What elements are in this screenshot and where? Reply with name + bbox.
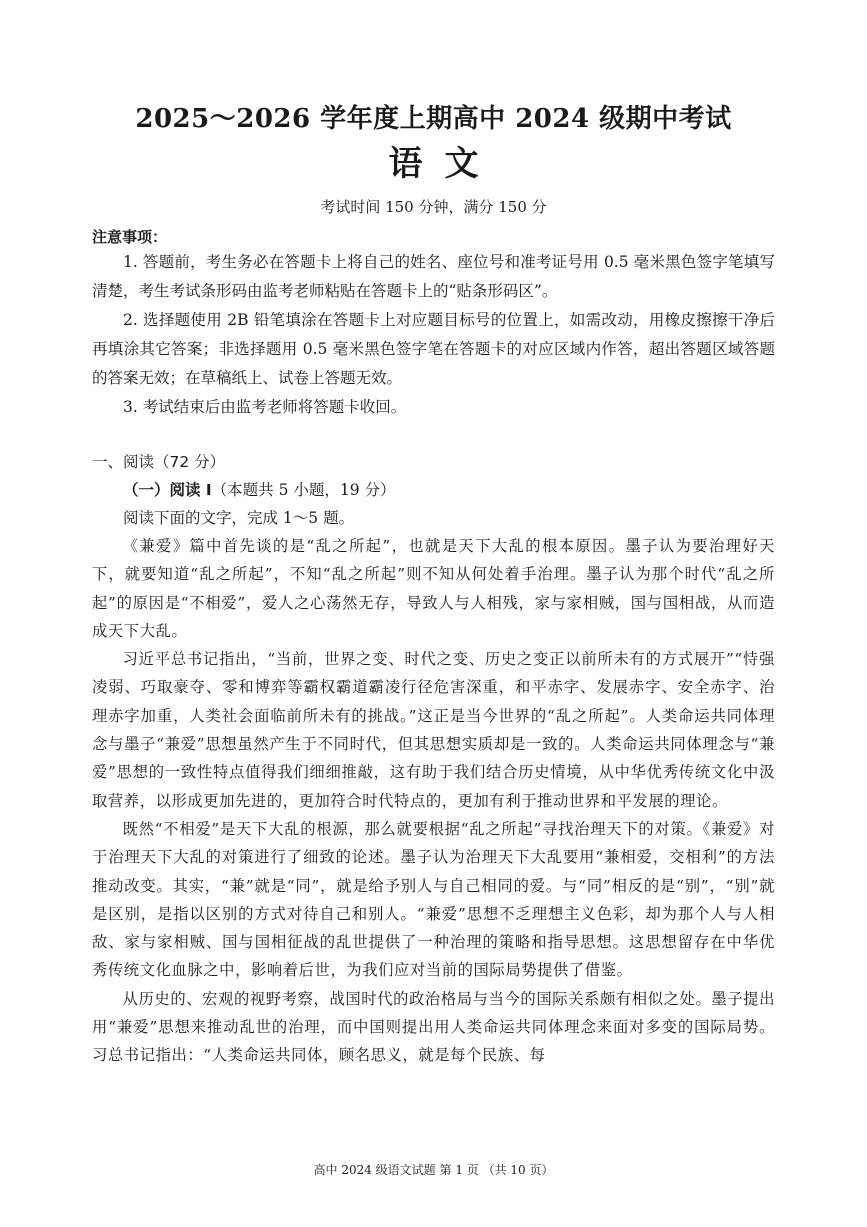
notes-item: 1. 答题前，考生务必在答题卡上将自己的姓名、座位号和准考证号用 0.5 毫米黑色签字笔填写清楚，考生考试条形码由监考老师粘贴在答题卡上的“贴条形码区”。 [92, 253, 775, 300]
passage-paragraph: 习近平总书记指出，“当前，世界之变、时代之变、历史之变正以前所未有的方式展开”“恃强凌弱、巧取豪夺、零和博弈等霸权霸道霸凌行径危害深重，和平赤字、发展赤字、安全赤字、治理赤字加重，人类社会面临前所未有的挑战。”这正是当今世界的“乱之所起”。人类命运共同体理念与墨子“兼爱”思想虽然产生于不同时代，但其思想实质却是一致的。人类命运共同体理念与“兼爱”思想的一致性特点值得我们细细推敲，这有助于我们结合历史情境，从中华优秀传统文化中汲取营养，以形成更加先进的，更加符合时代特点的，更加有利于推动世界和平发展的理论。 [92, 650, 775, 810]
passage-paragraph: 从历史的、宏观的视野考察，战国时代的政治格局与当今的国际关系颇有相似之处。墨子提出用“兼爱”思想来推动乱世的治理，而中国则提出用人类命运共同体理念来面对多变的国际局势。习总书记指出：“人类命运共同体，顾名思义，就是每个民族、每 [92, 989, 775, 1065]
notes-item: 3. 考试结束后由监考老师将答题卡收回。 [123, 398, 407, 416]
subsection-heading [92, 476, 775, 504]
notes-heading: 注意事项： [92, 228, 168, 246]
reading-passage [92, 532, 775, 1070]
notes-item: 2. 选择题使用 2B 铅笔填涂在答题卡上对应题目标号的位置上，如需改动，用橡皮擦擦干净后再填涂其它答案；非选择题用 0.5 毫米黑色签字笔在答题卡的对应区域内作答，超出答题区域答题的答案无效；在草稿纸上、试卷上答题无效。 [92, 311, 775, 387]
subject-title: 语文 [388, 144, 501, 184]
exam-info: 考试时间 150 分钟，满分 150 分 [320, 198, 547, 216]
subsection-detail: （本题共 5 小题，19 分） [211, 481, 396, 499]
passage-paragraph: 《兼爱》篇中首先谈的是“乱之所起”，也就是天下大乱的根本原因。墨子认为要治理好天下，就要知道“乱之所起”，不知“乱之所起”则不知从何处着手治理。墨子认为那个时代“乱之所起”的原因是“不相爱”，爱人之心荡然无存，导致人与人相残，家与家相贼，国与国相战，从而造成天下大乱。 [92, 537, 775, 640]
exam-title: 2025～2026 学年度上期高中 2024 级期中考试 [135, 104, 732, 134]
section-heading: 一、阅读（72 分） [92, 453, 226, 471]
notes-block [92, 226, 775, 422]
passage-paragraph: 既然“不相爱”是天下大乱的根源，那么就要根据“乱之所起”寻找治理天下的对策。《兼爱》对于治理天下大乱的对策进行了细致的论述。墨子认为治理天下大乱要用“兼相爱，交相利”的方法推动改变。其实，“兼”就是“同”，就是给予别人与自己相同的爱。与“同”相反的是“别”，“别”就是区别，是指以区别的方式对待自己和别人。“兼爱”思想不乏理想主义色彩，却为那个人与人相敌、家与家相贼、国与国相征战的乱世提供了一种治理的策略和指导思想。这思想留存在中华优秀传统文化血脉之中，影响着后世，为我们应对当前的国际局势提供了借鉴。 [92, 819, 775, 980]
reading-instruction: 阅读下面的文字，完成 1～5 题。 [123, 509, 355, 527]
subsection-label: （一）阅读 I [123, 481, 212, 499]
page-footer: 高中 2024 级语文试题 第 1 页 （共 10 页） [313, 1163, 554, 1177]
